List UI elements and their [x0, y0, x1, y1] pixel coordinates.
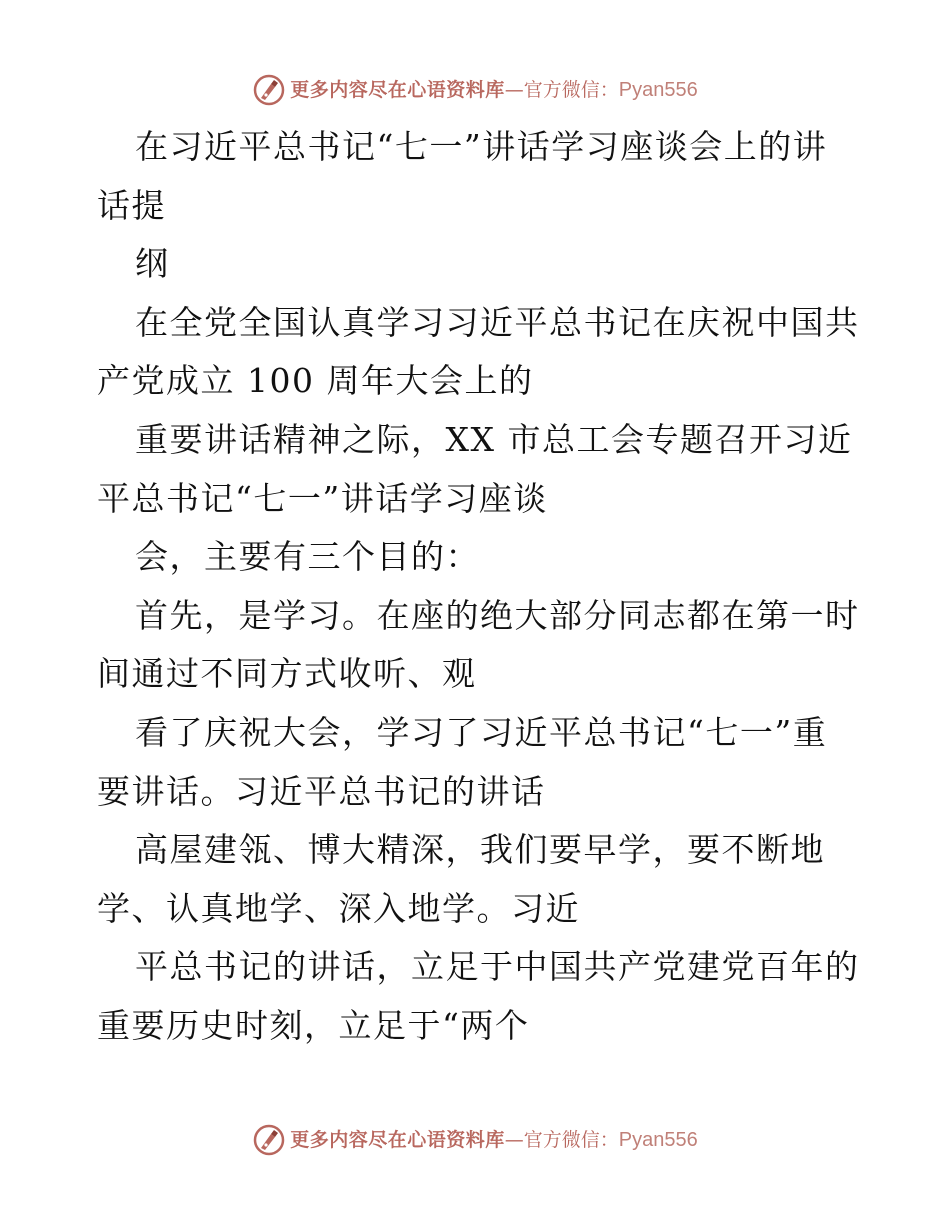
text-line: 学、认真地学、深入地学。习近: [97, 888, 580, 928]
banner-official-label: 官方微信：: [523, 79, 619, 101]
text-line: 平总书记的讲话，立足于中国共产党建党百年的: [135, 947, 860, 987]
banner-dash: —: [504, 1129, 524, 1151]
document-body: [97, 118, 860, 1056]
text-line: 纲: [135, 244, 170, 284]
header-banner: [0, 70, 950, 110]
text-line: 重要历史时刻，立足于“两个: [97, 1005, 530, 1045]
text-line: 要讲话。习近平总书记的讲话: [97, 771, 546, 811]
text-line: 高屋建瓴、博大精深，我们要早学，要不断地: [135, 830, 825, 870]
text-line: 话提: [97, 185, 166, 225]
banner-wechat-id: Pyan556: [618, 1129, 698, 1151]
text-line: 在全党全国认真学习习近平总书记在庆祝中国共: [135, 302, 860, 342]
text-line: 会，主要有三个目的：: [135, 537, 480, 577]
banner-brand-text: 更多内容尽在心语资料库: [290, 79, 505, 101]
text-line: 产党成立 100 周年大会上的: [97, 361, 534, 401]
text-line: 重要讲话精神之际，XX 市总工会专题召开习近: [135, 419, 853, 459]
banner-wechat-id: Pyan556: [618, 79, 698, 101]
footer-banner: [0, 1120, 950, 1160]
text-line: 间通过不同方式收听、观: [97, 654, 477, 694]
text-line: 在习近平总书记“七一”讲话学习座谈会上的讲: [135, 127, 828, 166]
text-line: 平总书记“七一”讲话学习座谈: [97, 478, 548, 518]
text-line: 首先，是学习。在座的绝大部分同志都在第一时: [135, 595, 860, 635]
banner-official-label: 官方微信：: [523, 1129, 619, 1151]
text-line: 看了庆祝大会，学习了习近平总书记“七一”重: [135, 712, 828, 752]
banner-dash: —: [504, 79, 524, 101]
pen-nib-logo-icon: [252, 73, 286, 107]
banner-brand-text: 更多内容尽在心语资料库: [290, 1129, 505, 1151]
pen-nib-logo-icon: [252, 1123, 286, 1157]
